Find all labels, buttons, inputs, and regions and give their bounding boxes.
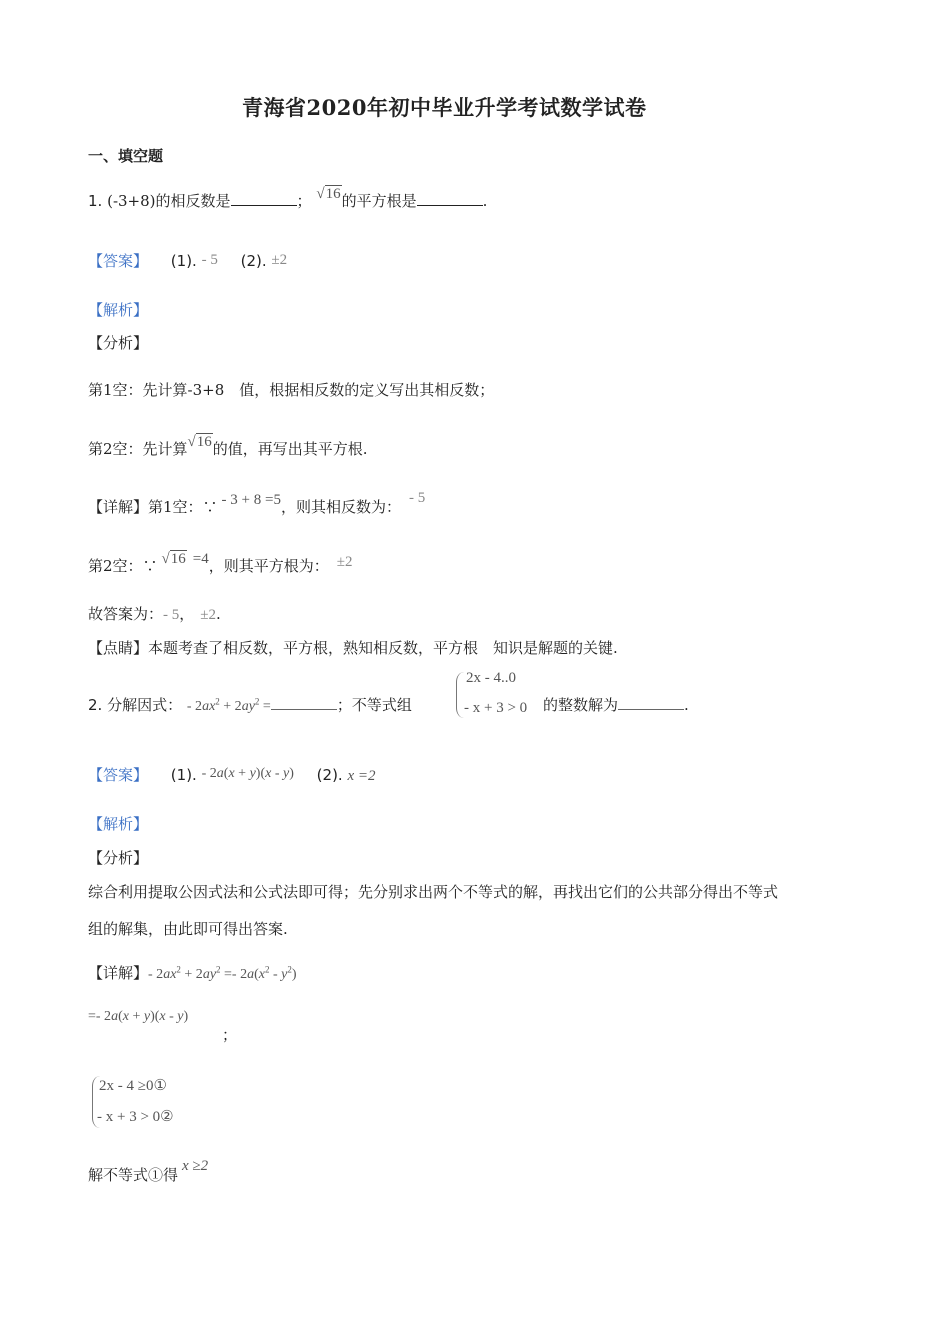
question-text: 分解因式： xyxy=(107,696,183,714)
sqrt-expression: √16 xyxy=(161,551,186,567)
analysis-paragraph-line-2: 组的解集，由此即可得出答案. xyxy=(88,920,288,938)
answer-blank xyxy=(231,193,297,206)
comment-1: 【点睛】本题考查了相反数，平方根，熟知相反数，平方根 知识是解题的关键. xyxy=(88,639,618,657)
question-text: 的相反数是 xyxy=(155,192,231,210)
question-end: . xyxy=(482,192,488,210)
answer-blank xyxy=(618,697,684,710)
final-answer-1 xyxy=(88,603,221,624)
detail-text: 【详解】第1空：∵ xyxy=(88,498,218,516)
question-text: 的整数解为 xyxy=(543,696,619,714)
question-1 xyxy=(88,186,488,211)
analysis-label: 【解析】 xyxy=(88,815,149,833)
detail-3 xyxy=(88,962,297,983)
answer-label: 【答案】 xyxy=(88,766,149,784)
document-title: 青海省2020年初中毕业升学考试数学试卷 xyxy=(242,95,647,120)
question-number: 2. xyxy=(88,696,108,714)
answer-value-2: ±2 xyxy=(271,252,288,268)
step-text: 第2空：先计算 xyxy=(88,440,188,458)
question-2 xyxy=(88,694,412,715)
answer-part-2: (2). xyxy=(240,252,267,270)
answer-blank xyxy=(417,193,483,206)
detail-1 xyxy=(88,490,426,517)
section-heading: 一、填空题 xyxy=(88,147,164,165)
inequality-1: 2x - 4 ≥0① xyxy=(99,1078,167,1094)
system-line-1: 2x - 4..0 xyxy=(466,670,516,686)
step-text: 的值，再写出其平方根. xyxy=(212,440,368,458)
analysis-step-2 xyxy=(88,434,368,459)
answer-2 xyxy=(88,764,376,785)
analysis-step-1: 第1空：先计算-3+8 值，根据相反数的定义写出其相反数； xyxy=(88,381,495,399)
separator: ；不等式组 xyxy=(336,696,412,714)
answer-part-1: (1). xyxy=(170,766,197,784)
separator: ； xyxy=(296,192,312,210)
detail-text: 第2空：∵ xyxy=(88,557,158,575)
sqrt-expression: √16 xyxy=(187,434,212,450)
final-text: . xyxy=(216,605,221,623)
factor-expression: - $2ax^2 + 2ay^2$ = xyxy=(186,696,271,714)
answer-value-1: - 2a(x + y)(x - y) xyxy=(201,766,294,781)
semicolon: ； xyxy=(222,1026,238,1044)
detail-2 xyxy=(88,551,353,576)
answer-label: 【答案】 xyxy=(88,252,149,270)
inequality-2: - x + 3 > 0② xyxy=(97,1109,174,1125)
final-value: ±2 xyxy=(200,607,217,623)
detail-math: =4 xyxy=(192,551,209,567)
question-number: 1. xyxy=(88,192,108,210)
question-end: . xyxy=(684,696,689,714)
analysis-subheading: 【分析】 xyxy=(88,849,149,867)
final-value: - 5 xyxy=(163,607,180,623)
detail-text: ，则其相反数为： xyxy=(280,498,401,516)
detail-value: ±2 xyxy=(336,554,353,570)
detail-label: 【详解】 xyxy=(88,964,149,982)
final-text: 故答案为： xyxy=(88,605,164,623)
detail-value: - 5 xyxy=(408,490,426,506)
sqrt-expression: √16 xyxy=(316,186,341,202)
solve-text: 解不等式①得 xyxy=(88,1166,179,1184)
detail-3-continued: =- 2a(x + y)(x - y) xyxy=(88,1009,189,1024)
question-text: 的平方根是 xyxy=(341,192,417,210)
analysis-paragraph-line-1: 综合利用提取公因式法和公式法即可得；先分别求出两个不等式的解，再找出它们的公共部分得出不等式 xyxy=(88,883,779,901)
answer-part-1: (1). xyxy=(170,252,197,270)
analysis-subheading: 【分析】 xyxy=(88,334,149,352)
answer-value-2: x =2 xyxy=(347,768,376,784)
answer-part-2: (2). xyxy=(316,766,343,784)
answer-1 xyxy=(88,250,287,271)
detail-math: - $2ax^2 + 2ay^2 =- 2a(x^2 - y^2)$ xyxy=(148,964,297,982)
solve-step xyxy=(88,1158,209,1185)
question-expression: (-3+8) xyxy=(107,192,156,210)
analysis-label: 【解析】 xyxy=(88,301,149,319)
question-2-tail xyxy=(543,694,689,715)
detail-math: - 3 + 8 =5 xyxy=(221,492,281,508)
answer-blank xyxy=(271,697,337,710)
answer-value-1: - 5 xyxy=(201,252,218,268)
system-line-2: - x + 3 > 0 xyxy=(464,700,528,716)
detail-text: ，则其平方根为： xyxy=(208,557,329,575)
solve-math: x ≥2 xyxy=(182,1158,209,1174)
final-text: ， xyxy=(179,605,195,623)
